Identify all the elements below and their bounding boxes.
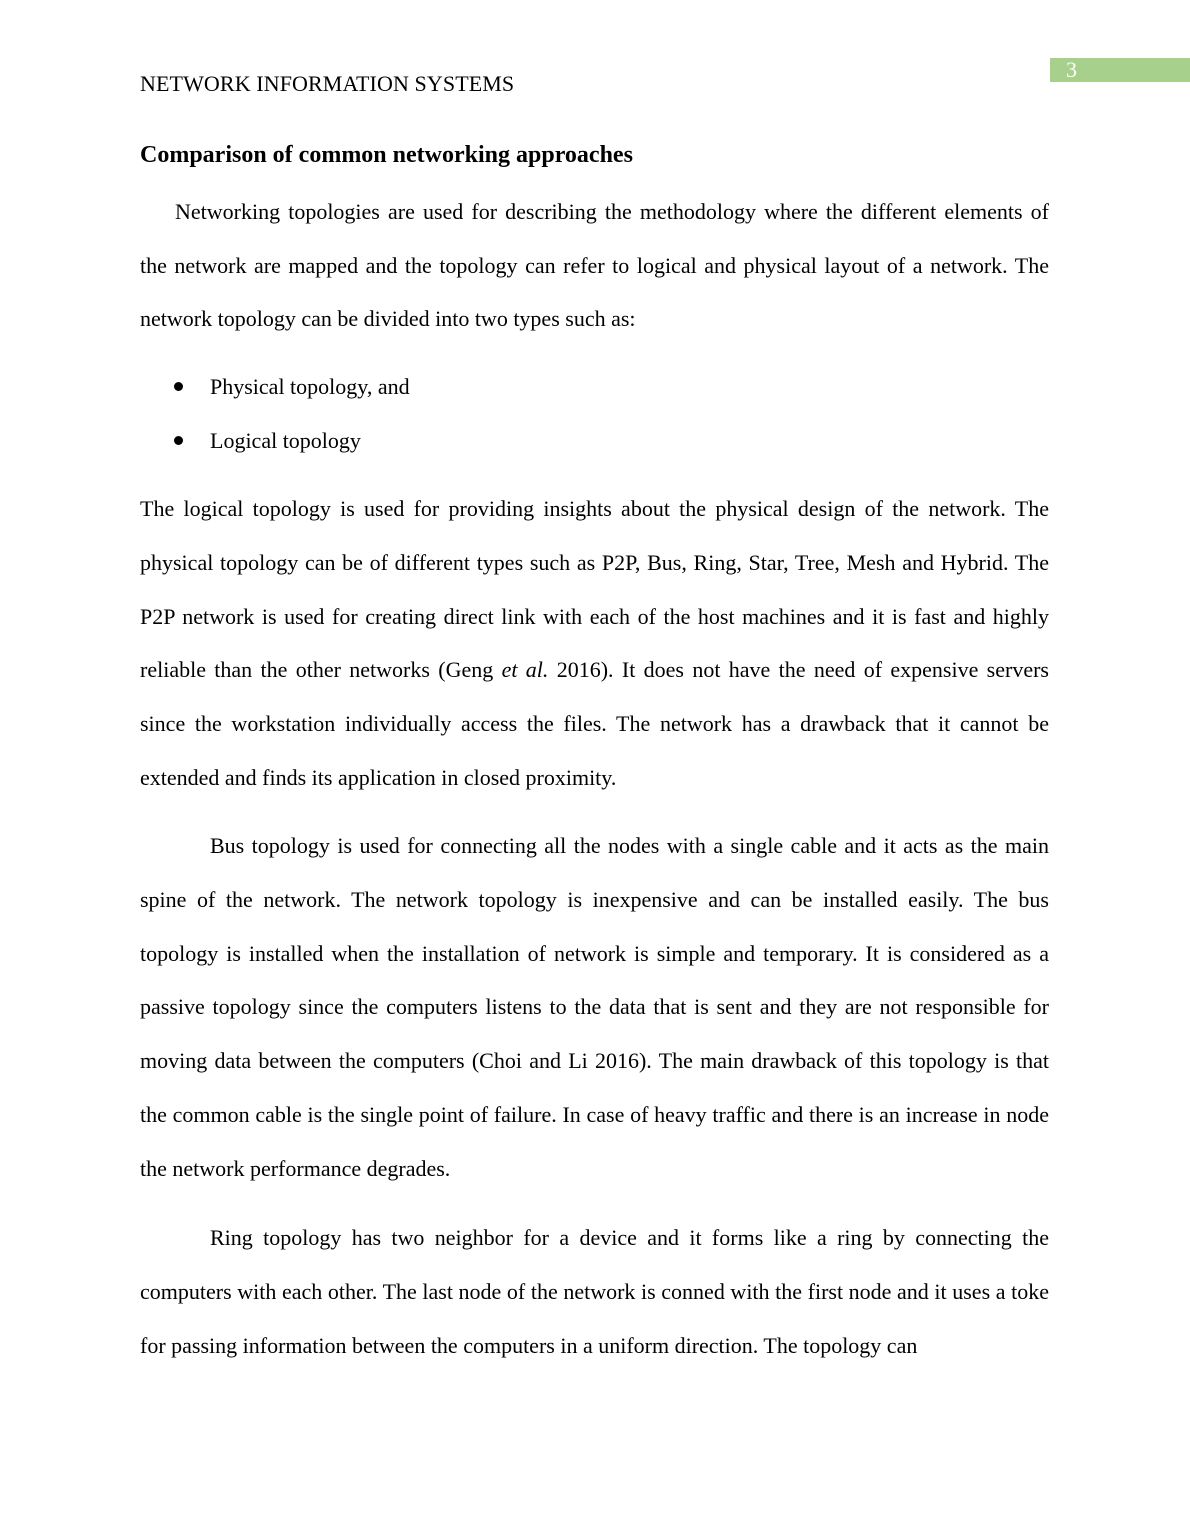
- paragraph-text: The logical topology is used for providing insights about the physical design of the network. The physical topology can be of different types such as P2P, Bus, Ring, Star, Tree, Mesh and Hybrid. The P2P network is used for creating direct link with each of the host machines and it is fast and highly reliable than the other networks (Geng: [140, 496, 1049, 683]
- list-item: [140, 360, 1049, 414]
- list-item: [140, 414, 1049, 468]
- bullet-icon: [174, 436, 183, 445]
- bus-topology-paragraph: Bus topology is used for connecting all the nodes with a single cable and it acts as the main spine of the network. The network topology is inexpensive and can be installed easily. The bus topology is installed when the installation of network is simple and temporary. It is considered as a passive topology since the computers listens to the data that is sent and they are not responsible for moving data between the computers (Choi and Li 2016). The main drawback of this topology is that the common cable is the single point of failure. In case of heavy traffic and there is an increase in node the network performance degrades.: [140, 833, 1049, 1181]
- page-number: 3: [1050, 58, 1190, 82]
- document-body: [140, 140, 1049, 1372]
- bullet-icon: [174, 382, 183, 391]
- list-item-text: Physical topology, and: [210, 374, 410, 400]
- list-item-text: Logical topology: [210, 428, 361, 454]
- intro-paragraph: Networking topologies are used for describing the methodology where the different elements of the network are mapped and the topology can refer to logical and physical layout of a network. The network topology can be divided into two types such as:: [140, 199, 1049, 332]
- citation-et-al: et al.: [501, 657, 549, 683]
- ring-topology-paragraph: Ring topology has two neighbor for a device and it forms like a ring by connecting the computers with each other. The last node of the network is conned with the first node and it uses a toke for passing information between the computers in a uniform direction. The topology can: [140, 1225, 1049, 1358]
- running-head: NETWORK INFORMATION SYSTEMS: [140, 71, 515, 96]
- section-heading: Comparison of common networking approaches: [140, 142, 633, 168]
- logical-topology-paragraph: [140, 482, 1049, 804]
- paragraph-text: 2016). It does not have the need of expensive servers since the workstation individually access the files. The network has a drawback that it cannot be extended and finds its application in closed proximity.: [140, 657, 1049, 790]
- topology-type-list: [140, 360, 1049, 468]
